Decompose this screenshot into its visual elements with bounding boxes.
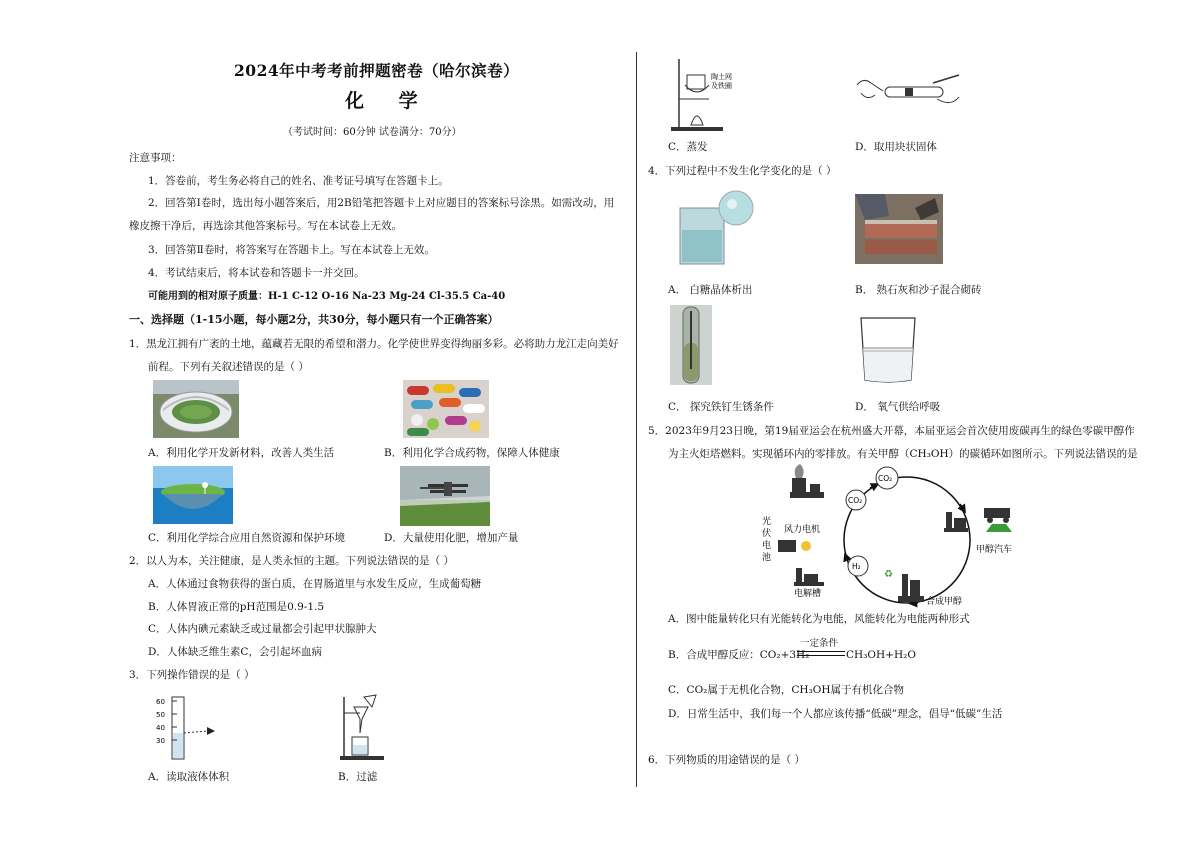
iron-nail-tube-image [670, 305, 712, 385]
earth-island-image [153, 466, 233, 524]
q1-option-a: A．利用化学开发新材料，改善人类生活 [148, 447, 335, 459]
electrolysis-label: 电解槽 [794, 589, 822, 599]
gauze-label-2: 及铁圈 [711, 82, 732, 90]
filtration-diagram [338, 693, 388, 761]
q5-stem-line1: 5．2023年9月23日晚，第19届亚运会在杭州盛大开幕，本届亚运会首次使用废碳再生的绿色零碳甲醇作 [648, 425, 1135, 437]
q3-option-b: B．过滤 [338, 771, 378, 783]
q3-option-d: D．取用块状固体 [855, 141, 937, 153]
q5-option-c: C．CO₂属于无机化合物，CH₃OH属于有机化合物 [668, 684, 905, 696]
bricklaying-image [855, 194, 943, 264]
note-2a: 2．回答第Ⅰ卷时，选出每小题答案后，用2B铅笔把答题卡上对应题目的答案标号涂黑。如需改动，用 [148, 197, 615, 209]
pv-label-1: 光 [762, 517, 772, 527]
q4-option-b: B． 熟石灰和沙子混合砌砖 [855, 284, 982, 296]
q6-stem: 6．下列物质的用途错误的是（ ） [648, 754, 806, 766]
cyl-tick-50: 50 [156, 711, 165, 719]
q5-stem-line2: 为主火炬塔燃料。实现循环内的零排放。有关甲醇（CH₃OH）的碳循环如图所示。下列说法错误的是 [668, 448, 1138, 460]
wind-label: 风力电机 [784, 525, 821, 535]
cyl-tick-40: 40 [156, 724, 165, 732]
stadium-image [153, 380, 239, 438]
q2-option-b: B．人体胃液正常的pH范围是0.9-1.5 [148, 601, 325, 613]
gauze-label-1: 陶土网 [711, 73, 732, 81]
note-4: 4．考试结束后，将本试卷和答题卡一并交回。 [148, 267, 365, 279]
subject-title: 化 学 [345, 90, 432, 112]
pv-label-4: 池 [762, 553, 772, 563]
q5-option-b-condition: 一定条件 [800, 638, 839, 649]
q2-option-c: C．人体内碘元素缺乏或过量都会引起甲状腺肿大 [148, 623, 377, 635]
note-3: 3．回答第Ⅱ卷时，将答案写在答题卡上。写在本试卷上无效。 [148, 244, 435, 256]
pv-label-3: 电 [762, 541, 772, 551]
reaction-equals-sign [797, 651, 845, 656]
notes-heading: 注意事项： [129, 152, 182, 164]
evaporation-diagram [665, 55, 755, 133]
carbon-cycle-diagram [760, 462, 1030, 612]
cropduster-image [400, 466, 490, 526]
q5-option-b-post: CH₃OH+H₂O [846, 649, 916, 661]
q2-stem: 2．以人为本，关注健康，是人类永恒的主题。下列说法错误的是（ ） [129, 555, 455, 567]
q4-option-a: A． 白糖晶体析出 [668, 284, 753, 296]
page-title: 2024年中考考前押题密卷（哈尔滨卷） [234, 61, 520, 80]
exam-info: （考试时间：60分钟 试卷满分：70分） [283, 127, 462, 138]
q2-option-a: A．人体通过食物获得的蛋白质，在胃肠道里与水发生反应，生成葡萄糖 [148, 578, 482, 590]
pv-label-2: 伏 [762, 529, 772, 539]
h2-label: H₂ [852, 562, 861, 571]
q5-option-a: A．图中能量转化只有光能转化为电能，风能转化为电能两种形式 [668, 613, 970, 625]
co2-top-label: CO₂ [878, 474, 893, 483]
sugar-crystal-image [676, 190, 760, 268]
co2-left-label: CO₂ [848, 496, 863, 505]
q5-option-d: D．日常生活中，我们每一个人都应该传播“低碳”理念，倡导“低碳”生活 [668, 708, 1003, 720]
section-heading: 一、选择题（1-15小题，每小题2分，共30分，每小题只有一个正确答案） [129, 313, 499, 326]
q4-option-c: C． 探究铁钉生锈条件 [668, 401, 774, 413]
cyl-tick-60: 60 [156, 698, 165, 706]
q3-stem: 3．下列操作错误的是（ ） [129, 669, 255, 681]
column-divider [636, 52, 637, 787]
pills-image [403, 380, 489, 438]
q4-stem: 4．下列过程中不发生化学变化的是（ ） [648, 165, 837, 177]
atomic-masses: 可能用到的相对原子质量：H-1 C-12 O-16 Na-23 Mg-24 Cl-35.5 Ca-40 [148, 291, 506, 302]
q1-option-b: B．利用化学合成药物，保障人体健康 [384, 447, 560, 459]
test-tube-solid-diagram [855, 73, 963, 113]
beaker-image [857, 314, 919, 384]
note-1: 1．答卷前，考生务必将自己的姓名、准考证号填写在答题卡上。 [148, 175, 449, 187]
q3-option-a: A．读取液体体积 [148, 771, 230, 783]
q5-option-b-pre: B．合成甲醇反应：CO₂+3H₂ [668, 649, 810, 661]
car-label: 甲醇汽车 [976, 545, 1013, 555]
note-2b: 橡皮擦干净后，再选涂其他答案标号。写在本试卷上无效。 [129, 220, 402, 232]
q1-stem-line1: 1．黑龙江拥有广袤的土地，蕴藏若无限的希望和潜力。化学使世界变得绚丽多彩。必将助力龙江走向美好 [129, 338, 619, 350]
q1-stem-line2: 前程。下列有关叙述错误的是（ ） [148, 361, 309, 373]
q4-option-d: D． 氧气供给呼吸 [855, 401, 941, 413]
q1-option-c: C．利用化学综合应用自然资源和保护环境 [148, 532, 346, 544]
recycle-icon: ♻ [884, 569, 893, 580]
q2-option-d: D．人体缺乏维生素C，会引起坏血病 [148, 646, 322, 658]
synth-label: 合成甲醇 [926, 597, 963, 607]
q3-option-c: C．蒸发 [668, 141, 708, 153]
graduated-cylinder-diagram [155, 693, 225, 761]
cyl-tick-30: 30 [156, 737, 165, 745]
q1-option-d: D．大量使用化肥，增加产量 [384, 532, 519, 544]
